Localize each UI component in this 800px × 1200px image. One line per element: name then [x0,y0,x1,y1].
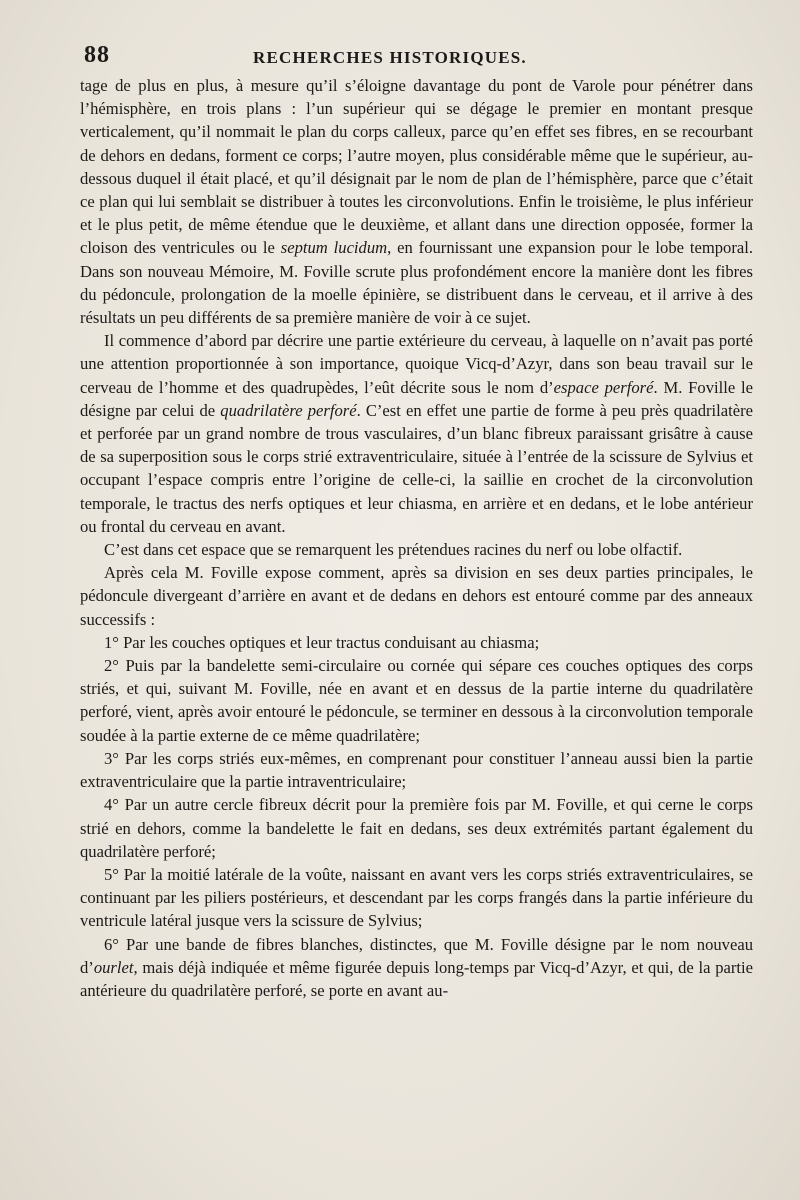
italic-term: espace perforé [553,377,654,397]
italic-term: quadrilatère perforé [220,400,357,420]
paragraph-text: Après cela M. Foville expose comment, après sa division en ses deux parties principales, le pédoncule divergeant d’arrière en avant et de dedans en dehors est entouré comme par des anneaux successifs : [80,563,753,629]
body-text [80,74,753,1002]
paragraph-continuation [80,74,753,329]
list-item-text: 2° Puis par la bandelette semi-circulaire ou cornée qui sépare ces couches optiques des corps striés, et qui, suivant M. Foville, née en avant et en dessus de la partie interne du quadrilatère perforé, vient, après avoir entouré le pédoncule, se terminer en dessous à la circonvolution temporale soudée à la partie externe de ce même quadrilatère; [80,656,753,745]
paragraph-text: tage de plus en plus, à mesure qu’il s’éloigne davantage du pont de Varole pour pénétrer dans l’hémisphère, en trois plans : l’un supérieur qui se dégage le premier en montant presque verticalement, qu’il nommait le plan du corps calleux, parce qu’en effet ses fibres, en se recourbant de dehors en dedans, forment ce corps; l’autre moyen, plus considérable même que le supérieur, au-dessous duquel il était placé, et qu’il désignait par le nom de plan de l’hémisphère, parce que c’était ce plan qui lui semblait se distribuer à toutes les circonvolutions. Enfin le troisième, le plus inférieur et le plus petit, de même étendue que le deuxième, et allant dans une direction opposée, former la cloison des ventricules ou le [80,76,753,258]
list-item-text: 3° Par les corps striés eux-mêmes, en comprenant pour constituer l’anneau aussi bien la partie extraventriculaire que la partie intraventriculaire; [80,748,753,792]
italic-term: ourlet [93,957,134,977]
paragraph-text: . C’est en effet une partie de forme à peu près quadrilatère et perforée par un grand nombre de trous vasculaires, d’un blanc fibreux paraissant grisâtre à cause de sa superposition sous le corps strié extraventriculaire, située à l’entrée de la scissure de Sylvius et occupant l’espace compris entre l’origine de celle-ci, la saillie en crochet de la circonvolution temporale, le tractus des nerfs optiques et leur chiasma, en arrière et en dedans, et le lobe antérieur ou frontal du cerveau en avant. [80,400,754,536]
paragraph-text: . M. Foville le désigne par celui de [80,377,753,420]
italic-term: septum lucidum [280,238,388,258]
page-header [78,42,750,76]
list-item-text: , mais déjà indiquée et même figurée depuis long-temps par Vicq-d’Azyr, et qui, de la partie antérieure du quadrilatère perforé, se porte en avant au- [80,957,753,1000]
list-item [80,863,753,933]
running-head: RECHERCHES HISTORIQUES. [253,48,527,67]
list-item-text: 6° Par une bande de fibres blanches, distinctes, que M. Foville désigne par le nom nouveau d’ [80,934,753,977]
list-item [80,793,753,863]
paragraph-text: , en fournissant une expansion pour le lobe temporal. Dans son nouveau Mémoire, M. Foville scrute plus profondément encore la manière dont les fibres du pédoncule, prolongation de la moelle épinière, se distribuent dans le cerveau, et il arrive à des résultats un peu différents de sa première manière de voir à ce sujet. [80,238,753,328]
page-number: 88 [84,42,110,68]
list-item [80,654,753,747]
list-item [80,631,753,654]
list-item [80,933,753,1003]
paragraph [80,329,753,538]
list-item-text: 1° Par les couches optiques et leur tractus conduisant au chiasma; [104,632,540,652]
paragraph-text: Il commence d’abord par décrire une partie extérieure du cerveau, à laquelle on n’avait pas porté une attention proportionnée à son importance, quoique Vicq-d’Azyr, dans son beau travail sur le cerveau de l’homme et des quadrupèdes, l’eût décrite sous le nom d’ [80,331,753,397]
paragraph-text: C’est dans cet espace que se remarquent les prétendues racines du nerf ou lobe olfactif. [104,540,683,560]
paragraph [80,538,753,561]
list-item [80,747,753,793]
list-item-text: 4° Par un autre cercle fibreux décrit pour la première fois par M. Foville, et qui cerne le corps strié en dehors, comme la bandelette le fait en dedans, ses deux extrémités partant également du quadrilatère perforé; [80,795,753,861]
paragraph [80,561,753,631]
list-item-text: 5° Par la moitié latérale de la voûte, naissant en avant vers les corps striés extraventriculaires, se continuant par les piliers postérieurs, et descendant par les corps frangés dans la partie inférieure du ventricule latéral jusque vers la scissure de Sylvius; [80,864,753,931]
